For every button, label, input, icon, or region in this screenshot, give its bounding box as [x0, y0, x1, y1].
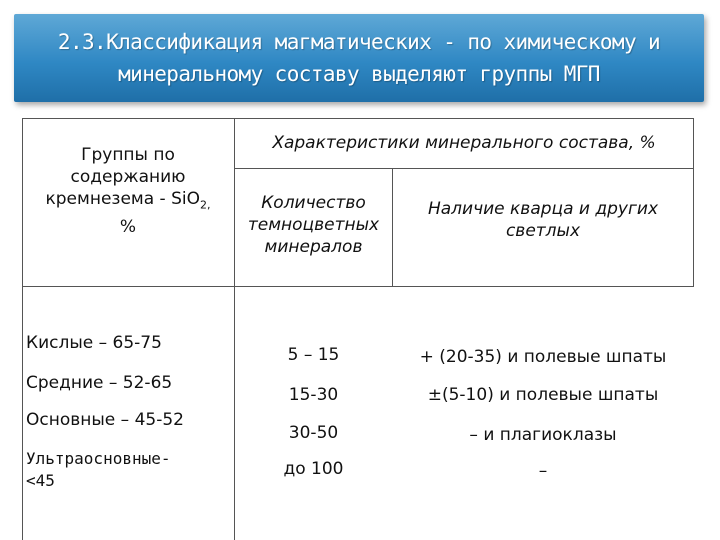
table-top-border [22, 118, 694, 119]
row-intermediate-quartz: ±(5-10) и полевые шпаты [427, 385, 659, 405]
row-ultrabasic-group [26, 448, 232, 496]
header-groups-line-2: содержанию [70, 166, 186, 187]
header-dark-line-3: минералов [264, 237, 363, 257]
header-groups-line-3 [46, 188, 211, 216]
header-dark-line-1: Количество [261, 193, 366, 213]
title-line-2: минеральному составу выделяют группы МГП [118, 62, 600, 86]
row-acid-group: Кислые – 65-75 [26, 333, 162, 353]
row-ultrabasic-line-2: <45 [26, 471, 55, 490]
row-intermediate-group: Средние – 52-65 [26, 373, 173, 393]
header-quartz-line-1: Наличие кварца и других [427, 199, 659, 219]
row-basic-group: Основные – 45-52 [26, 410, 184, 430]
header-dark-line-2: темноцветных [247, 215, 380, 235]
row-ultrabasic-dark: до 100 [283, 459, 344, 479]
header-groups-line-1: Группы по [81, 144, 175, 165]
header-groups-subscript: 2, [200, 198, 211, 212]
row-acid-quartz: + (20-35) и полевые шпаты [419, 347, 667, 367]
header-dark-minerals [235, 180, 392, 270]
subheader-divider [234, 168, 694, 169]
header-groups-text: кремнезема - SiO [45, 188, 200, 209]
header-groups-line-4: % [119, 217, 137, 238]
header-quartz-line-2: светлых [505, 221, 581, 241]
row-acid-dark: 5 – 15 [287, 345, 340, 365]
slide-title [14, 26, 704, 90]
row-basic-quartz: – и плагиоклазы [469, 425, 617, 445]
classification-table [22, 118, 694, 540]
row-intermediate-dark: 15-30 [288, 385, 339, 405]
table-right-border [693, 118, 694, 286]
header-mineral-characteristics: Характеристики минерального состава, % [272, 133, 656, 153]
row-ultrabasic-quartz: – [538, 461, 548, 481]
header-groups [22, 136, 234, 246]
row-basic-dark: 30-50 [288, 423, 339, 443]
row-ultrabasic-line-1: Ультраосновные- [26, 449, 171, 468]
header-bottom-border [22, 286, 694, 287]
header-quartz [393, 180, 693, 260]
title-line-1: 2.3.Классификация магматических - по химическому и [57, 30, 661, 54]
